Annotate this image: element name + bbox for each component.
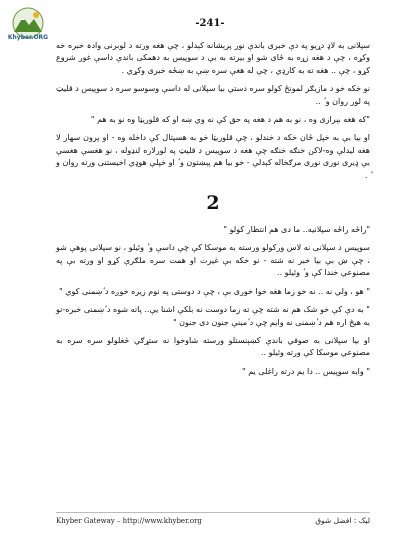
- footer-author: لیک : افضل شوق: [315, 516, 370, 525]
- paragraph: سوپیس د سپلانی نه لاس ورکولو ورسته به موسکا کې چې داسې و ٔ وئیلو ، نو سپلانی پوھې شو ، چې ښ بې بیا خبر نه شته - نو خکه بې غیرت او ھمت سره ملګرې کړو او ورته بې په مصنوعي خندا کې و ٔ وئیلو ..: [56, 243, 370, 278]
- chapter-number: 2: [206, 192, 220, 215]
- page-footer: [56, 512, 370, 527]
- paragraph: او بیا سپلانی به صوفي باندې کښېنستلو ورسته شاوخوا نه ستړګي څغلولو سره سره به مصنوعي موسکا کې ورته وئیلو ..: [56, 335, 370, 358]
- paragraph: نو خکه خو د مازیګر لمونځ کولو سره دستي بیا سپلانی له داسې وسوسو سره د سوپیس د قلیټ په لور روان و ٔ ..: [56, 84, 370, 106]
- site-logo[interactable]: [8, 6, 48, 52]
- logo-text: Khyber.ORG: [7, 34, 49, 41]
- paragraph: " وایه سوپیس .. دا یم درته راغلی یم ": [241, 366, 370, 376]
- page-number: -241-: [195, 18, 225, 29]
- paragraph: "که ھغه بېرازی وه ، نو به ھم د ھغه په حق کې نه وي ښه او که قلوریټا وه نو به ھم ": [90, 115, 370, 125]
- paragraph: او بیا بې به خپل ځان خکه د خندلو ، چې قلوریټا خو به ھسپتال کې داخله وه - او پرون سهار لا ھغه لیدلې وه-لاکن خنګه خنګه چې ھغه د سوپیس د قلیټ په لورلاره لنډوله ، نو ھغسې ھغسې بې ډیری نوری نوری مرګخاله کېدلې - خو بیا ھم پېښتون و ٔ او خپلې ھوډي اخیستنی ورته روان و ٔ .: [56, 133, 370, 180]
- paragraph: " به دې کې خو شک ھم نه شته چې ته زما دوست نه بلکې اشنا یې.. پاته شوه د ٔښمنی خبره-نو به ھیڅ اره ھم د ٔښمنی نه وایم چې د ٔمینې جنون دی جنون ": [56, 305, 370, 327]
- paragraph: " ھو ، ولي نه .. نه خو زما ھغه خوا خوری بې ، چې د دوستی په نوم زیره خوږه د ٔښمنی کوي ": [58, 286, 370, 296]
- paragraph: سپلانی به لاډ دړیو په دې خبری باندې نور پرېشانه کېدلو ، چې ھغه ورته د لوبرنی وادہ خبره خه وکړه ، چې د ھغه زړه به ځای شو او بیرته به بې د سوپیس به دھمکی باندې داسې غور شروع کړو ، چې .. ھغه ته به کارډي ، چې له ھغې سره ښې به ښځه خبری وکړي .: [56, 41, 370, 75]
- document-body: [56, 40, 370, 384]
- paragraph: "راځه راځه سپلانیه.. ما دی ھم انتظار کولو ": [223, 225, 370, 235]
- footer-site-link[interactable]: Khyber Gateway – http://www.khyber.org: [56, 517, 202, 525]
